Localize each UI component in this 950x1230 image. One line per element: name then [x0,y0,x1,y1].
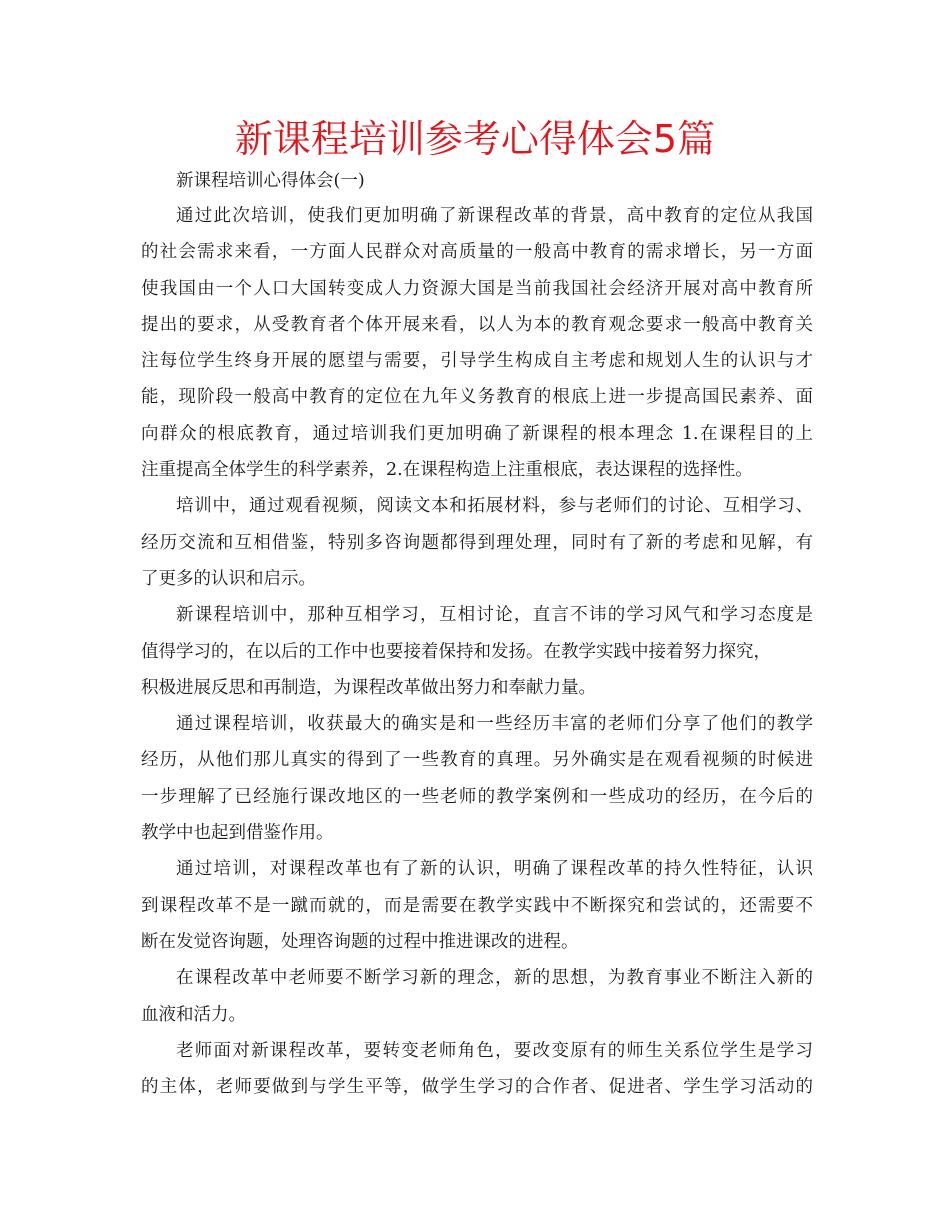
text-line: 经历，从他们那儿真实的得到了一些教育的真理。另外确实是在观看视频的时候进 [141,750,813,771]
text-line: 注重提高全体学生的科学素养，2.在课程构造上注重根底，表达课程的选择性。 [141,460,753,481]
text-line: 值得学习的，在以后的工作中也要接着保持和发扬。在教学实践中接着努力探究， [141,641,771,662]
paragraph [141,706,813,851]
text-line: 教学中也起到借鉴作用。 [141,823,334,844]
document-body [141,164,813,1105]
text-line: 老师面对新课程改革，要转变老师角色，要改变原有的师生关系位学生是学习 [176,1040,813,1061]
text-line: 一步理解了已经施行课改地区的一些老师的教学案例和一些成功的经历，在今后的 [141,786,813,807]
text-line: 的社会需求来看，一方面人民群众对高质量的一般高中教育的需求增长，另一方面 [141,242,813,263]
text-line: 使我国由一个人口大国转变成人力资源大国是当前我国社会经济开展对高中教育所 [141,278,813,299]
text-line: 到课程改革不是一蹴而就的，而是需要在教学实践中不断探究和尝试的，还需要不 [141,895,813,916]
text-line: 新课程培训中，那种互相学习，互相讨论，直言不讳的学习风气和学习态度是 [176,605,813,626]
paragraph [141,1033,813,1106]
text-line: 经历交流和互相借鉴，特别多咨询题都得到理处理，同时有了新的考虑和见解，有 [141,532,813,553]
text-line: 了更多的认识和启示。 [141,568,316,589]
paragraph [141,851,813,960]
text-line: 注每位学生终身开展的愿望与需要，引导学生构成自主考虑和规划人生的认识与才 [141,351,813,372]
text-line: 培训中，通过观看视频，阅读文本和拓展材料，参与老师们的讨论、互相学习、 [176,496,813,517]
paragraph [141,488,813,597]
text-line: 通过此次培训，使我们更加明确了新课程改革的背景，高中教育的定位从我国 [176,206,813,226]
paragraph [141,960,813,1033]
text-line: 积极进展反思和再制造，为课程改革做出努力和奉献力量。 [141,677,596,698]
text-line: 通过课程培训，收获最大的确实是和一些经历丰富的老师们分享了他们的教学 [176,714,813,735]
text-line: 断在发觉咨询题，处理咨询题的过程中推进课改的进程。 [141,931,579,952]
text-line: 的主体，老师要做到与学生平等，做学生学习的合作者、促进者、学生学习活动的 [141,1077,813,1098]
paragraph [141,198,813,488]
section-subtitle: 新课程培训心得体会(一) [176,171,365,191]
document-title: 新课程培训参考心得体会5篇 [234,117,716,161]
text-line: 向群众的根底教育，通过培训我们更加明确了新课程的根本理念 1.在课程目的上 [141,423,813,444]
text-line: 能，现阶段一般高中教育的定位在九年义务教育的根底上进一步提高国民素养、面 [141,387,813,408]
text-line: 提出的要求，从受教育者个体开展来看，以人为本的教育观念要求一般高中教育关 [141,314,813,335]
text-line: 通过培训，对课程改革也有了新的认识，明确了课程改革的持久性特征，认识 [176,859,813,880]
paragraph [141,597,813,706]
text-line: 血液和活力。 [141,1004,246,1025]
text-line: 在课程改革中老师要不断学习新的理念，新的思想，为教育事业不断注入新的 [176,968,813,989]
